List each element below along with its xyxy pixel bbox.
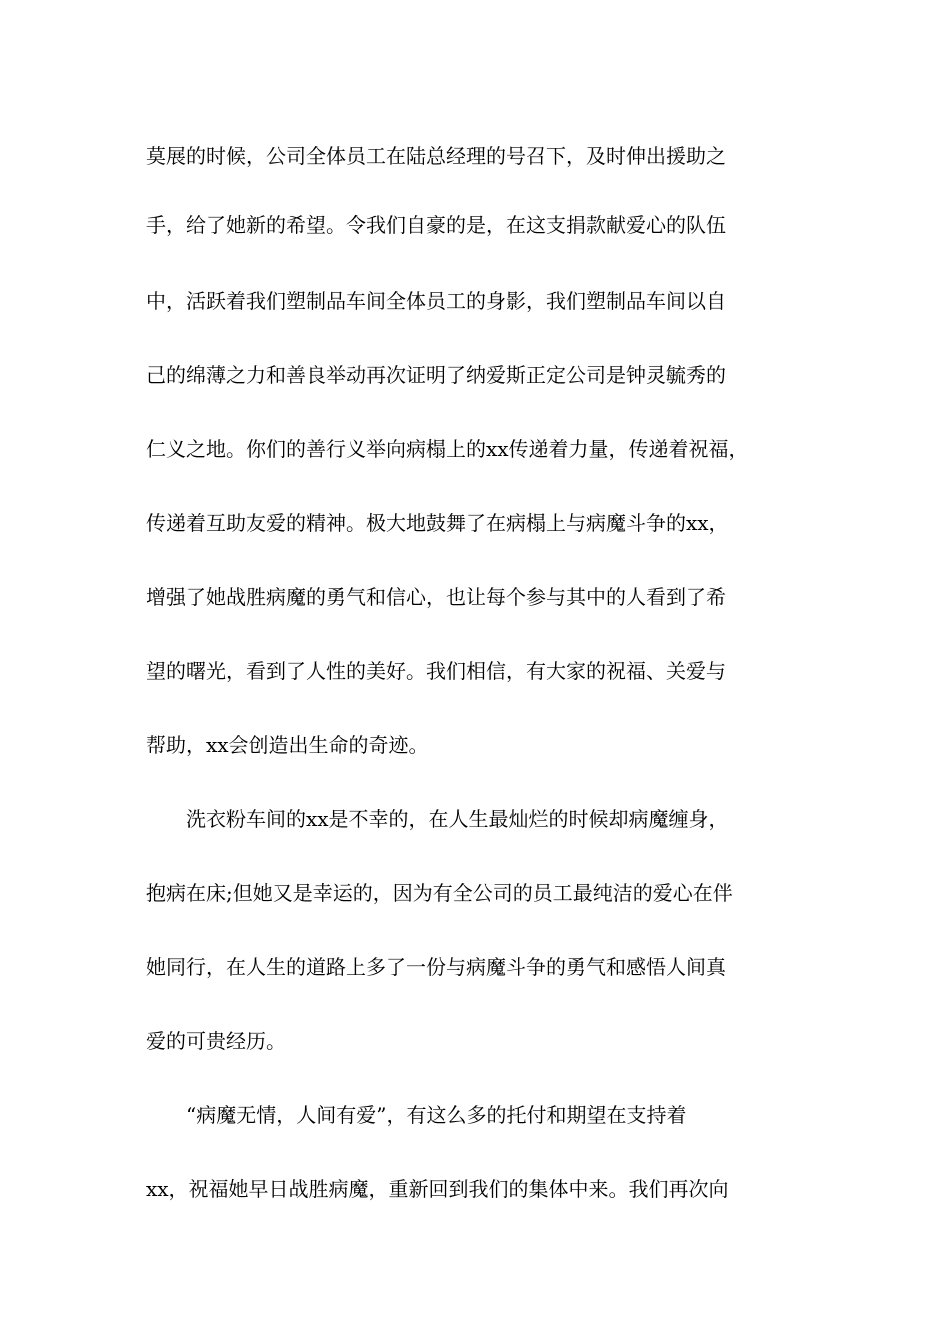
text-line: 中，活跃着我们塑制品车间全体员工的身影，我们塑制品车间以自: [146, 289, 726, 313]
paragraph-first-line: 洗衣粉车间的xx是不幸的，在人生最灿烂的时候却病魔缠身，: [186, 807, 729, 831]
text-line: 传递着互助友爱的精神。极大地鼓舞了在病榻上与病魔斗争的xx，: [146, 511, 729, 535]
text-line: 抱病在床;但她又是幸运的，因为有全公司的员工最纯洁的爱心在伴: [146, 881, 733, 905]
text-line: 手，给了她新的希望。令我们自豪的是，在这支捐款献爱心的队伍: [146, 213, 726, 237]
text-line: 她同行，在人生的道路上多了一份与病魔斗争的勇气和感悟人间真: [146, 955, 726, 979]
text-line: 己的绵薄之力和善良举动再次证明了纳爱斯正定公司是钟灵毓秀的: [146, 363, 726, 387]
paragraph-first-line: “病魔无情，人间有爱”，有这么多的托付和期望在支持着: [186, 1103, 687, 1127]
text-line: 增强了她战胜病魔的勇气和信心，也让每个参与其中的人看到了希: [146, 585, 726, 609]
text-line: 莫展的时候，公司全体员工在陆总经理的号召下，及时伸出援助之: [146, 144, 726, 168]
text-line: xx，祝福她早日战胜病魔，重新回到我们的集体中来。我们再次向: [146, 1177, 729, 1201]
text-line: 帮助，xx会创造出生命的奇迹。: [146, 733, 429, 757]
text-line: 望的曙光，看到了人性的美好。我们相信，有大家的祝福、关爱与: [146, 659, 726, 683]
text-line: 爱的可贵经历。: [146, 1029, 286, 1053]
text-line: 仁义之地。你们的善行义举向病榻上的xx传递着力量，传递着祝福，: [146, 437, 749, 461]
